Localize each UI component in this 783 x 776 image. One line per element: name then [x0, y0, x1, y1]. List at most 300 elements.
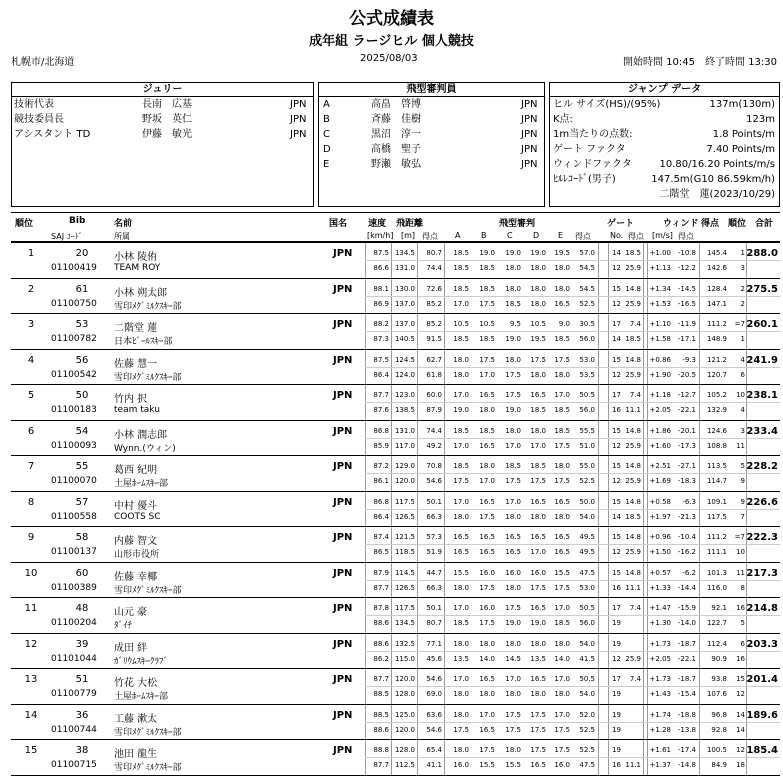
col-wind: ウィンド	[663, 219, 699, 229]
result-saj-code: 01100715	[51, 760, 97, 770]
result-r2-gate-number: 16	[612, 406, 621, 414]
result-r1-wind-speed: +1.10	[649, 320, 671, 328]
result-r1-distance-points: 62.7	[426, 355, 442, 364]
judge-name: 野瀬 敏弘	[371, 159, 421, 170]
result-r1-judge-c: 18.5	[505, 462, 521, 470]
result-r1-speed: 86.8	[373, 497, 389, 506]
result-r1-judge-b: 18.5	[479, 284, 495, 293]
result-bib: 48	[75, 603, 89, 614]
result-r1-distance-points: 77.1	[426, 639, 442, 648]
result-r1-judge-points: 54.5	[579, 284, 595, 293]
result-r1-judge-a: 18.0	[453, 710, 469, 719]
result-r2-wind-speed: +1.58	[649, 335, 671, 343]
result-nation: JPN	[333, 603, 353, 614]
result-r2-run-place: 14	[736, 725, 745, 734]
result-r1-judge-points: 50.5	[579, 604, 595, 612]
result-bib: 51	[75, 674, 89, 685]
result-total: 241.9	[746, 354, 778, 366]
result-r1-judge-a: 18.5	[453, 462, 469, 470]
result-r1-distance-points: 72.6	[426, 284, 442, 293]
result-r2-judge-points: 56.0	[579, 406, 595, 414]
result-r2-distance-points: 51.9	[426, 548, 442, 556]
result-r2-speed: 88.5	[373, 690, 389, 698]
result-r2-judge-points: 54.0	[579, 512, 595, 521]
result-r1-judge-e: 18.0	[554, 462, 570, 470]
result-total: 288.0	[746, 248, 778, 259]
judge-nation: JPN	[521, 144, 538, 155]
result-r1-judge-points: 57.0	[579, 249, 595, 257]
result-r2-distance: 112.5	[394, 761, 415, 769]
result-r1-distance: 124.5	[394, 355, 415, 364]
result-r2-judge-a: 18.0	[453, 370, 469, 379]
result-row	[11, 456, 780, 492]
col-distance: 飛距離	[396, 219, 424, 229]
result-total: 217.3	[746, 567, 778, 579]
result-r1-run-points: 93.8	[711, 675, 727, 683]
result-rank: 2	[27, 283, 35, 295]
result-r2-gate-points: 25.9	[625, 299, 641, 308]
col-judge-e: E	[558, 231, 564, 240]
result-r1-judge-a: 18.0	[453, 355, 469, 364]
result-r1-judge-points: 54.0	[579, 639, 595, 648]
result-r2-judge-c: 19.0	[505, 335, 521, 343]
results-table	[11, 212, 780, 776]
result-r2-judge-points: 52.5	[579, 477, 595, 485]
jump-data-row	[550, 157, 779, 172]
result-r2-judge-points: 56.0	[579, 619, 595, 627]
result-r2-judge-b: 16.5	[479, 441, 495, 450]
result-r1-run-points: 105.2	[706, 391, 727, 399]
jump-data-row	[550, 187, 779, 202]
result-r1-judge-a: 17.0	[453, 604, 469, 612]
result-r1-gate-points: 18.5	[625, 249, 641, 257]
col-judge-d: D	[533, 231, 540, 240]
result-r2-wind-points: -17.3	[677, 441, 696, 450]
result-r1-judge-a: 16.5	[453, 533, 469, 541]
result-r1-run-place: 12	[736, 746, 745, 754]
judge-letter: D	[323, 144, 331, 155]
result-bib: 60	[75, 567, 89, 579]
judge-row	[319, 112, 544, 127]
result-r2-gate-points: 25.9	[625, 477, 641, 485]
result-r2-gate-number: 12	[612, 654, 621, 663]
jury-name: 伊藤 敏光	[142, 129, 192, 140]
jump-data-label: K点:	[553, 114, 573, 125]
result-r1-run-place: 16	[736, 604, 745, 612]
result-r1-judge-points: 49.5	[579, 533, 595, 541]
result-r2-gate-number: 16	[612, 583, 621, 592]
result-club: 雪印ﾒｸﾞﾐﾙｸｽｷｰ部	[114, 763, 182, 773]
result-r1-wind-speed: +1.61	[649, 746, 671, 754]
result-r2-judge-d: 18.0	[530, 690, 546, 698]
result-r2-judge-c: 18.0	[505, 583, 521, 592]
result-r2-run-place: 12	[736, 690, 745, 698]
result-r2-judge-d: 16.5	[530, 761, 546, 769]
result-r2-gate-points: 25.9	[625, 264, 641, 272]
result-r1-judge-b: 17.5	[479, 355, 495, 364]
col-saj: SAJ ｺｰﾄﾞ	[51, 232, 83, 241]
result-r1-judge-d: 16.5	[530, 391, 546, 399]
result-r1-speed: 88.2	[373, 320, 389, 328]
result-r2-judge-a: 16.5	[453, 548, 469, 556]
result-r2-speed: 86.9	[373, 299, 389, 308]
result-r2-gate-points: 18.5	[625, 335, 641, 343]
result-rank: 10	[24, 567, 38, 579]
result-r2-distance-points: 66.3	[426, 512, 442, 521]
jump-data-row	[550, 172, 779, 187]
result-r1-distance: 130.0	[394, 284, 415, 293]
result-r2-gate-number: 12	[612, 441, 621, 450]
result-r1-judge-b: 16.5	[479, 391, 495, 399]
result-r1-distance: 128.0	[394, 746, 415, 754]
result-r2-judge-b: 17.0	[479, 370, 495, 379]
result-r2-judge-points: 47.5	[579, 761, 595, 769]
jury-row	[12, 97, 313, 112]
result-rank: 1	[27, 248, 35, 259]
result-r1-gate-number: 15	[612, 284, 621, 293]
result-nation: JPN	[333, 248, 353, 259]
result-rank: 3	[27, 319, 35, 330]
event-date: 2025/08/03	[360, 53, 418, 64]
result-bib: 53	[75, 319, 89, 330]
result-r1-judge-points: 55.0	[579, 462, 595, 470]
result-r2-judge-d: 17.5	[530, 477, 546, 485]
result-r2-distance: 138.5	[394, 406, 415, 414]
result-rank: 4	[27, 354, 35, 366]
result-r1-gate-points: 14.8	[625, 533, 641, 541]
result-r1-speed: 86.8	[373, 426, 389, 435]
result-r2-gate-number: 12	[612, 548, 621, 556]
result-r2-run-points: 90.9	[711, 654, 727, 663]
result-r2-wind-points: -22.1	[677, 654, 696, 663]
result-r2-speed: 87.7	[373, 583, 389, 592]
result-r2-judge-c: 17.5	[505, 370, 521, 379]
col-judge-b: B	[481, 231, 487, 240]
result-r2-judge-points: 41.5	[579, 654, 595, 663]
result-row	[11, 421, 780, 457]
result-r2-judge-points: 54.5	[579, 264, 595, 272]
result-bib: 54	[75, 425, 89, 437]
result-r2-judge-d: 13.5	[530, 654, 546, 663]
result-r2-gate-points: 25.9	[625, 548, 641, 556]
result-r1-distance: 120.0	[394, 675, 415, 683]
col-judge-pts: 得点	[575, 232, 591, 241]
jury-role: 技術代表	[14, 99, 54, 110]
result-row	[11, 243, 780, 279]
results-header	[11, 213, 780, 243]
result-club: COOTS SC	[114, 511, 161, 522]
result-r2-judge-a: 18.5	[453, 335, 469, 343]
result-r1-judge-a: 17.0	[453, 497, 469, 506]
result-saj-code: 01100419	[51, 263, 97, 273]
result-r2-run-points: 107.6	[706, 690, 727, 698]
result-saj-code: 01100183	[51, 405, 97, 415]
result-r2-judge-e: 17.5	[554, 477, 570, 485]
result-r1-speed: 88.1	[373, 284, 389, 293]
jump-data-value: 7.40 Points/m	[706, 144, 775, 155]
result-r2-gate-points: 11.1	[625, 761, 641, 769]
result-rank: 7	[27, 461, 35, 472]
result-r1-gate-number: 15	[612, 355, 621, 364]
result-r1-gate-number: 17	[612, 391, 621, 399]
result-r2-judge-d: 18.0	[530, 370, 546, 379]
jury-role: アシスタント TD	[14, 129, 91, 140]
result-nation: JPN	[333, 461, 353, 472]
result-r1-judge-points: 50.5	[579, 391, 595, 399]
result-r2-judge-b: 18.5	[479, 335, 495, 343]
result-r1-judge-d: 17.5	[530, 355, 546, 364]
result-r2-judge-e: 18.5	[554, 619, 570, 627]
result-r1-run-place: 1	[740, 249, 745, 257]
result-r1-gate-points: 14.8	[625, 284, 641, 293]
venue-location: 札幌市/北海道	[11, 57, 75, 68]
result-r2-judge-a: 17.0	[453, 299, 469, 308]
result-r2-wind-points: -17.1	[677, 335, 696, 343]
result-r2-run-points: 92.8	[711, 725, 727, 734]
result-r2-judge-c: 18.0	[505, 512, 521, 521]
result-r1-run-points: 113.5	[706, 462, 727, 470]
jump-data-row	[550, 112, 779, 127]
result-rank: 13	[24, 674, 38, 685]
result-r1-distance: 121.5	[394, 533, 415, 541]
col-gate: ゲート	[607, 219, 635, 229]
judge-letter: B	[323, 114, 330, 125]
result-r2-speed: 88.6	[373, 725, 389, 734]
result-rank: 11	[24, 603, 38, 614]
result-r2-wind-speed: +1.43	[649, 690, 671, 698]
result-r1-judge-a: 18.5	[453, 284, 469, 293]
result-r1-judge-d: 19.0	[530, 249, 546, 257]
result-r1-wind-points: -27.1	[677, 462, 696, 470]
result-r1-distance: 117.5	[394, 604, 415, 612]
col-place: 順位	[728, 219, 747, 229]
result-r1-speed: 87.7	[373, 391, 389, 399]
result-r2-judge-d: 19.5	[530, 335, 546, 343]
result-r1-judge-c: 16.5	[505, 533, 521, 541]
result-r1-run-points: 109.1	[706, 497, 727, 506]
result-r1-run-points: 111.2	[706, 533, 727, 541]
result-r1-judge-b: 19.0	[479, 249, 495, 257]
result-r2-distance: 137.0	[394, 299, 415, 308]
result-r2-judge-points: 52.5	[579, 299, 595, 308]
result-r1-speed: 87.8	[373, 604, 389, 612]
jump-data-value: 147.5m(G10 86.59km/h)	[651, 174, 775, 185]
result-saj-code: 01100070	[51, 476, 97, 486]
result-club: 日本ﾋﾞｰﾙｽｷｰ部	[114, 337, 173, 347]
result-row	[11, 563, 780, 599]
jump-data-row	[550, 142, 779, 157]
col-speed-unit: [km/h]	[367, 231, 394, 240]
result-r1-distance-points: 57.3	[426, 533, 442, 541]
result-r1-gate-number: 17	[612, 675, 621, 683]
result-club: Wynn.(ウィン)	[114, 443, 176, 454]
col-nation: 国名	[329, 219, 348, 229]
result-r2-run-points: 148.9	[706, 335, 727, 343]
result-r2-judge-points: 49.5	[579, 548, 595, 556]
result-r1-judge-e: 17.0	[554, 604, 570, 612]
jump-data-row	[550, 127, 779, 142]
result-r1-distance-points: 50.1	[426, 497, 442, 506]
judge-nation: JPN	[521, 129, 538, 140]
result-r2-run-place: 11	[736, 441, 745, 450]
result-r2-judge-d: 18.0	[530, 299, 546, 308]
result-r2-speed: 87.3	[373, 335, 389, 343]
result-r1-run-points: 121.2	[706, 355, 727, 364]
result-r2-distance: 140.5	[394, 335, 415, 343]
result-r1-wind-speed: +1.00	[649, 249, 671, 257]
result-r1-judge-a: 10.5	[453, 320, 469, 328]
result-r2-distance: 134.5	[394, 619, 415, 627]
result-r2-judge-c: 16.5	[505, 548, 521, 556]
result-r2-speed: 86.1	[373, 477, 389, 485]
result-r2-judge-c: 17.5	[505, 725, 521, 734]
result-r2-wind-speed: +1.53	[649, 299, 671, 308]
jury-role: 競技委員長	[14, 114, 64, 125]
result-r2-run-place: 8	[740, 583, 745, 592]
jury-panel	[11, 82, 314, 207]
result-name: 工藤 漱太	[114, 713, 158, 725]
result-r2-wind-points: -13.8	[677, 725, 696, 734]
result-total: 228.2	[746, 461, 778, 472]
result-r1-wind-points: -9.3	[682, 355, 696, 364]
result-name: 佐藤 幸椰	[114, 571, 158, 583]
result-bib: 38	[75, 745, 89, 756]
result-bib: 57	[75, 496, 89, 508]
result-r1-wind-speed: +0.96	[649, 533, 671, 541]
result-r1-judge-a: 18.5	[453, 249, 469, 257]
result-r1-gate-points: 7.4	[629, 320, 641, 328]
judge-row	[319, 157, 544, 172]
result-r1-wind-speed: +1.47	[649, 604, 671, 612]
result-r1-judge-a: 18.0	[453, 639, 469, 648]
result-r2-judge-e: 14.0	[554, 654, 570, 663]
result-r1-run-points: 145.4	[706, 249, 727, 257]
result-r2-distance-points: 61.8	[426, 370, 442, 379]
result-r1-judge-d: 18.5	[530, 462, 546, 470]
result-r2-wind-speed: +1.97	[649, 512, 671, 521]
result-r2-judge-a: 18.0	[453, 583, 469, 592]
result-r1-distance-points: 63.6	[426, 710, 442, 719]
document-title: 公式成績表	[349, 9, 434, 29]
result-saj-code: 01100779	[51, 689, 97, 699]
result-r2-gate-points: 11.1	[625, 583, 641, 592]
result-club: 雪印ﾒｸﾞﾐﾙｸｽｷｰ部	[114, 372, 182, 383]
judge-nation: JPN	[521, 114, 538, 125]
result-club: 山形市役所	[114, 550, 160, 560]
result-r2-wind-points: -16.2	[677, 548, 696, 556]
result-r1-judge-e: 16.5	[554, 533, 570, 541]
result-r2-distance: 117.0	[394, 441, 415, 450]
judges-panel	[318, 82, 545, 207]
result-r2-wind-speed: +1.13	[649, 264, 671, 272]
result-r1-speed: 87.9	[373, 568, 389, 577]
result-r1-run-points: 96.8	[711, 710, 727, 719]
result-r2-gate-number: 16	[612, 761, 621, 769]
result-r1-distance: 132.5	[394, 639, 415, 648]
result-r2-gate-number: 12	[612, 477, 621, 485]
result-nation: JPN	[333, 354, 353, 366]
result-r2-distance: 120.0	[394, 725, 415, 734]
result-r2-judge-c: 14.5	[505, 654, 521, 663]
jump-data-title: ジャンプ データ	[550, 83, 779, 97]
result-r2-judge-d: 17.0	[530, 548, 546, 556]
result-r2-wind-speed: +1.33	[649, 583, 671, 592]
result-r1-gate-number: 15	[612, 462, 621, 470]
result-r1-distance: 134.5	[394, 249, 415, 257]
result-r1-judge-e: 18.0	[554, 284, 570, 293]
result-r1-judge-c: 18.0	[505, 639, 521, 648]
result-name: 佐藤 慧一	[114, 358, 158, 370]
result-r2-distance-points: 45.6	[426, 654, 442, 663]
result-bib: 20	[75, 248, 89, 259]
result-r2-judge-e: 16.0	[554, 761, 570, 769]
result-r2-distance: 115.0	[394, 654, 415, 663]
judge-row	[319, 97, 544, 112]
result-r1-judge-b: 16.5	[479, 497, 495, 506]
result-r2-run-points: 122.7	[706, 619, 727, 627]
result-r1-run-place: 15	[736, 675, 745, 683]
result-name: 中村 優斗	[114, 500, 158, 512]
result-r2-judge-a: 18.5	[453, 619, 469, 627]
result-r1-judge-c: 18.0	[505, 355, 521, 364]
result-r2-run-place: 2	[740, 299, 745, 308]
result-nation: JPN	[333, 709, 353, 721]
result-total: 275.5	[746, 283, 778, 295]
result-total: 233.4	[746, 425, 778, 437]
result-r2-distance: 118.5	[394, 548, 415, 556]
result-r2-judge-b: 18.0	[479, 690, 495, 698]
result-r2-judge-c: 19.0	[505, 406, 521, 414]
result-r1-judge-a: 18.5	[453, 426, 469, 435]
result-club: 雪印ﾒｸﾞﾐﾙｸｽｷｰ部	[114, 301, 182, 312]
event-times: 開始時間 10:45 終了時間 13:30	[623, 57, 777, 68]
result-r1-judge-d: 18.0	[530, 426, 546, 435]
result-total: 214.8	[746, 603, 778, 614]
result-r2-distance: 124.0	[394, 370, 415, 379]
result-bib: 58	[75, 532, 89, 543]
result-r1-gate-number: 19	[612, 639, 621, 648]
result-r2-judge-points: 54.0	[579, 690, 595, 698]
result-r1-judge-e: 17.5	[554, 355, 570, 364]
col-gate-pts: 得点	[628, 232, 644, 241]
col-judge-c: C	[507, 231, 513, 240]
result-r1-gate-points: 7.4	[629, 604, 641, 612]
result-club: 土屋ﾎｰﾑｽｷｰ部	[114, 479, 169, 489]
result-r1-judge-a: 17.0	[453, 391, 469, 399]
result-rank: 15	[24, 745, 38, 756]
result-r2-distance: 131.0	[394, 264, 415, 272]
result-r1-judge-a: 18.0	[453, 746, 469, 754]
result-r2-gate-number: 19	[612, 725, 621, 734]
result-r2-judge-e: 17.5	[554, 725, 570, 734]
result-r1-wind-speed: +1.86	[649, 426, 671, 435]
result-r2-gate-points: 25.9	[625, 441, 641, 450]
result-r2-speed: 86.5	[373, 548, 389, 556]
result-r1-judge-b: 18.0	[479, 462, 495, 470]
result-r2-judge-points: 56.0	[579, 335, 595, 343]
result-r1-run-place: 4	[740, 355, 745, 364]
result-total: 201.4	[746, 674, 778, 685]
judge-row	[319, 127, 544, 142]
result-r1-judge-c: 17.5	[505, 604, 521, 612]
result-r2-distance: 128.0	[394, 690, 415, 698]
result-r2-distance-points: 91.5	[426, 335, 442, 343]
result-r2-wind-points: -20.5	[677, 370, 696, 379]
result-r2-gate-number: 12	[612, 264, 621, 272]
result-r2-judge-b: 16.5	[479, 725, 495, 734]
result-r1-judge-e: 19.5	[554, 249, 570, 257]
result-r1-distance: 131.0	[394, 426, 415, 435]
